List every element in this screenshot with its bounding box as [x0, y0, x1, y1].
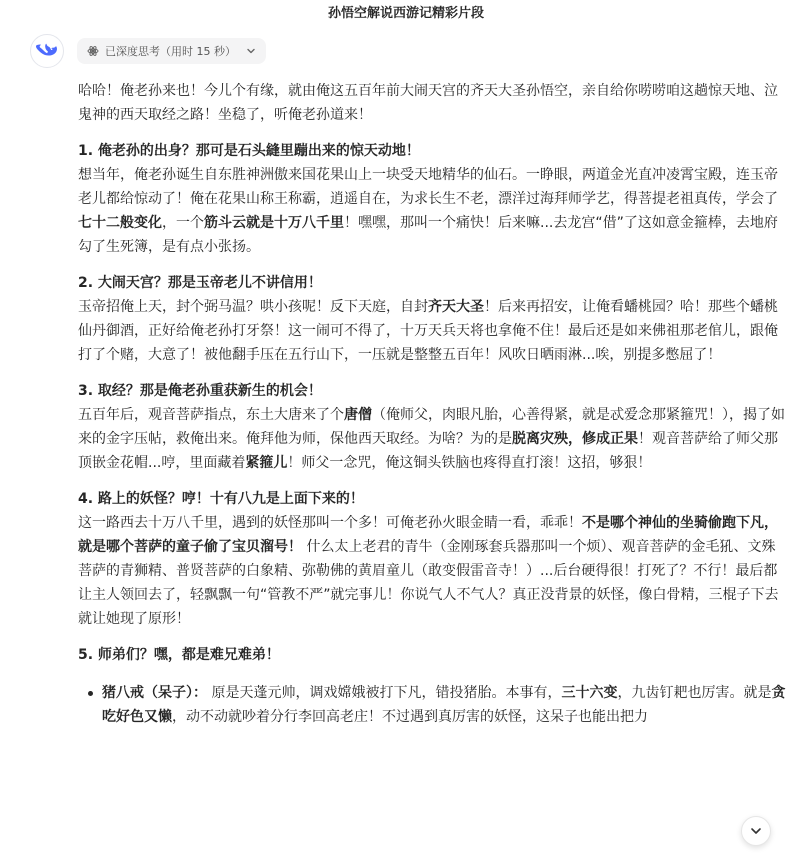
page-title: 孙悟空解说西游记精彩片段 — [327, 6, 484, 21]
bold-run: 齐天大圣 — [428, 299, 484, 315]
text-run: 玉帝招俺上天，封个弼马温？哄小孩呢！反下天庭，自封 — [78, 299, 428, 315]
section-1 — [78, 139, 786, 259]
thinking-label: 已深度思考（用时 15 秒） — [105, 45, 236, 58]
text-run: ，动不动就吵着分行李回高老庄！不过遇到真厉害的妖怪，这呆子也能出把力 — [172, 709, 648, 725]
section-4 — [78, 487, 786, 631]
section-body — [78, 511, 786, 631]
section-body — [78, 295, 786, 367]
section-3 — [78, 379, 786, 475]
assistant-message — [78, 79, 786, 729]
section-heading: 2. 大闹天宫？那是玉帝老儿不讲信用！ — [78, 275, 322, 291]
section-body — [78, 163, 786, 259]
bold-run: 唐僧 — [344, 407, 372, 423]
bold-run: 脱离灾殃，修成正果 — [512, 431, 638, 447]
text-run: ！后来再招安，让俺看蟠桃园？哈！那些个蟠桃仙丹御酒，正好给俺老孙打牙祭！这一闹可不得了，十万天兵天将也拿俺不住！最后还是如来佛祖那老倌儿，跟俺打了个赌，大意了！被他翻手压在五行山下，一压就是整整五百年！风吹日晒雨淋...唉，别提多憋屈了！ — [78, 299, 778, 363]
text-run: （俺师父，肉眼凡胎，心善得紧，就是忒爱念那紧箍咒！），揭了如来的金字压帖，救俺出来。俺拜他为师，保他西天取经。为啥？为的是 — [78, 407, 785, 447]
section-heading: 1. 俺老孙的出身？那可是石头縫里蹦出来的惊天动地！ — [78, 143, 420, 159]
text-run: ，一个 — [162, 215, 204, 231]
intro-paragraph: 哈哈！俺老孙来也！今儿个有缘，就由俺这五百年前大闹天宫的齐天大圣孙悟空，亲自给你唠唠咱这趟惊天地、泣鬼神的西天取经之路！坐稳了，听俺老孙道来！ — [78, 83, 778, 123]
deepseek-whale-icon — [36, 42, 58, 60]
bold-run: 猪八戒（呆子）： — [102, 685, 207, 701]
bullet-list — [78, 681, 786, 729]
section-2 — [78, 271, 786, 367]
atom-icon — [87, 45, 99, 57]
list-item — [102, 681, 786, 729]
bold-run: 筋斗云就是十万八千里 — [204, 215, 344, 231]
text-run: 想当年，俺老孙诞生自东胜神洲傲来国花果山上一块受天地精华的仙石。一睁眼，两道金光直冲凌霄宝殿，连玉帝老儿都给惊动了！俺在花果山称王称霸，逍遥自在，为求长生不老，漂洋过海拜师学艺，得菩提老祖真传，学会了 — [78, 167, 778, 207]
section-heading: 4. 路上的妖怪？哼！十有八九是上面下来的！ — [78, 491, 364, 507]
bold-run: 三十六变 — [561, 685, 618, 701]
thinking-toggle[interactable] — [77, 38, 266, 64]
scroll-to-bottom-button[interactable] — [741, 816, 771, 846]
section-heading: 5. 师弟们？嘿，都是难兄难弟！ — [78, 647, 280, 663]
text-run: 什么太上老君的青牛（金刚琢套兵器那叫一个烦）、观音菩萨的金毛犼、文殊菩萨的青狮精、普贤菩萨的白象精、弥勒佛的黄眉童儿（敢变假雷音寺！）...后台硬得很！打死了？不行！最后都让主人领回去了，轻飘飘一句“管教不严”就完事儿！你说气人不气人？真正没背景的妖怪，像白骨精，三棍子下去就让她现了原形！ — [78, 539, 779, 627]
section-body — [78, 403, 786, 475]
text-run: ！观音菩萨给了师父那顶嵌金花帽...哼，里面藏着 — [78, 431, 778, 471]
text-run: 原是天蓬元帅，调戏嫦娥被打下凡，错投猪胎。本事有， — [207, 685, 562, 701]
text-run: ！嘿嘿，那叫一个痛快！后来嘛...去龙宫“借”了这如意金箍棒，去地府勾了生死簿，是有点小张扬。 — [78, 215, 778, 255]
bold-run: 不是哪个神仙的坐骑偷跑下凡，就是哪个菩萨的童子偷了宝贝溜号！ — [78, 515, 778, 555]
bold-run: 紧箍儿 — [245, 455, 288, 471]
arrow-down-icon — [749, 824, 763, 838]
text-run: ！师父一念咒，俺这铜头铁脑也疼得直打滚！这招，够狠！ — [287, 455, 652, 471]
chevron-down-icon — [246, 46, 256, 56]
text-run: 五百年后，观音菩萨指点，东土大唐来了个 — [78, 407, 344, 423]
text-run: ，九齿钉耙也厉害。就是 — [617, 685, 772, 701]
bold-run: 七十二般变化 — [78, 215, 162, 231]
section-5 — [78, 643, 786, 729]
bold-run: 贪吃好色又懒 — [102, 685, 786, 725]
assistant-avatar — [30, 34, 64, 68]
section-heading: 3. 取经？那是俺老孙重获新生的机会！ — [78, 383, 322, 399]
text-run: 这一路西去十万八千里，遇到的妖怪那叫一个多！可俺老孙火眼金睛一看，乖乖！ — [78, 515, 582, 531]
